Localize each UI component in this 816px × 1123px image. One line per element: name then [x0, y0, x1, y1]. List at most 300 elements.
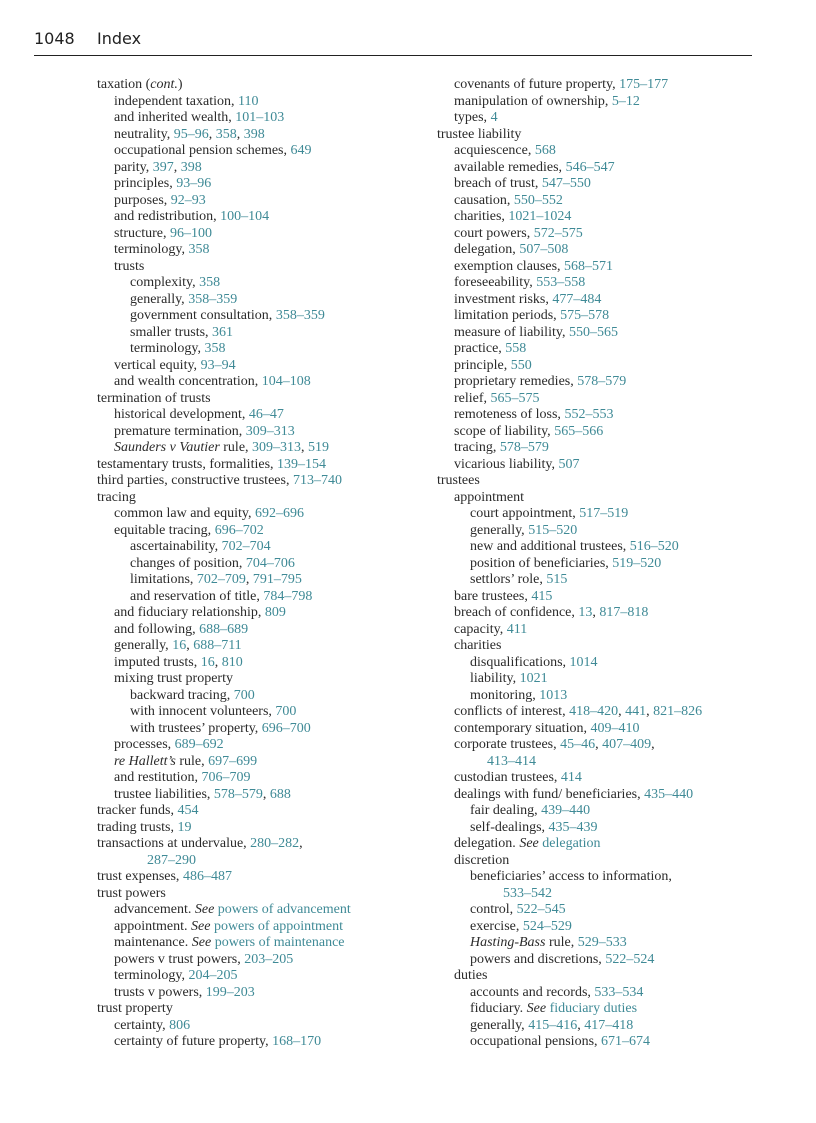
page-reference-link[interactable]: 358: [188, 242, 210, 257]
entry-text: certainty,: [114, 1017, 170, 1033]
index-column-right: [437, 77, 767, 1051]
page-reference-link[interactable]: 578–579: [213, 786, 263, 802]
entry-text: exercise,: [470, 918, 523, 934]
page-reference-link[interactable]: powers of appointment: [213, 918, 344, 934]
entry-text: investment risks,: [454, 291, 553, 307]
entry-text: ,: [299, 836, 303, 851]
page-reference-link[interactable]: 139–154: [277, 456, 327, 472]
index-subentry: [437, 374, 767, 391]
entry-text: occupational pensions,: [470, 1034, 602, 1049]
index-subentry: [97, 704, 417, 721]
index-subentry: [437, 919, 767, 936]
index-subentry: [437, 622, 767, 639]
page-reference-link[interactable]: 692–696: [255, 506, 305, 521]
index-subentry: [97, 572, 417, 589]
page-reference-link[interactable]: 696–700: [261, 720, 311, 736]
page-reference-link[interactable]: 791–795: [252, 572, 302, 587]
entry-text: bare trustees,: [454, 588, 532, 604]
entry-text: ,: [262, 786, 270, 802]
page-reference-link[interactable]: 550–565: [568, 324, 618, 340]
index-subentry: [437, 325, 767, 342]
index-subentry: [97, 242, 417, 259]
page-reference-link[interactable]: 358–359: [275, 308, 325, 323]
page-reference-link[interactable]: 649: [290, 143, 312, 158]
entry-text: powers v trust powers,: [114, 951, 245, 967]
page-reference-link[interactable]: 809: [264, 605, 286, 620]
page-reference-link[interactable]: 100–104: [220, 209, 270, 224]
entry-text: and fiduciary relationship,: [114, 605, 265, 620]
entry-text: ,: [245, 572, 253, 587]
entry-text: equitable tracing,: [114, 522, 215, 538]
entry-text: ,: [595, 737, 603, 752]
entry-text: mixing trust property: [114, 671, 233, 686]
entry-text: tracing: [97, 489, 136, 505]
page-reference-link[interactable]: 199–203: [205, 984, 255, 1000]
index-subentry: [97, 94, 417, 111]
index-subentry: [437, 737, 767, 754]
page-reference-link[interactable]: 517–519: [579, 506, 629, 521]
page-reference-link[interactable]: 702–709: [196, 572, 246, 587]
entry-text: generally,: [130, 291, 189, 307]
entry-text: accounts and records,: [470, 984, 595, 1000]
index-subentry: [97, 374, 417, 391]
entry-text: powers and discretions,: [470, 951, 606, 967]
index-subentry: [97, 110, 417, 127]
page-reference-link[interactable]: 515–520: [528, 522, 578, 538]
page-reference-link[interactable]: 810: [221, 654, 243, 670]
page-reference-link[interactable]: 578–579: [499, 440, 549, 455]
page-reference-link[interactable]: 550–552: [513, 192, 563, 208]
index-subentry: [97, 226, 417, 243]
page-reference-link[interactable]: 689–692: [174, 737, 224, 752]
page-reference-link[interactable]: 204–205: [188, 968, 238, 983]
entry-text: trusts: [114, 258, 145, 274]
index-subentry: [437, 143, 767, 160]
page-reference-link[interactable]: 671–674: [601, 1034, 651, 1049]
entry-text: structure,: [114, 225, 170, 241]
page-reference-link[interactable]: 519: [308, 440, 330, 455]
page-reference-link[interactable]: 358–359: [188, 291, 238, 307]
page-reference-link[interactable]: 358: [204, 341, 226, 356]
italic-text: re Hallett’s: [114, 753, 176, 769]
index-subentry: [437, 110, 767, 127]
index-subentry: [97, 655, 417, 672]
entry-text: historical development,: [114, 407, 249, 422]
page-reference-link[interactable]: 439–440: [541, 803, 591, 818]
index-subentry: [437, 226, 767, 243]
entry-text: position of beneficiaries,: [470, 555, 613, 571]
entry-text: common law and equity,: [114, 506, 256, 521]
index-subentry: [437, 259, 767, 276]
page-reference-link[interactable]: 784–798: [263, 588, 313, 604]
page-reference-link[interactable]: 578–579: [577, 374, 627, 389]
page-reference-link[interactable]: 409–410: [590, 720, 640, 736]
index-heading: [97, 803, 417, 820]
index-subentry: [437, 176, 767, 193]
page-reference-link[interactable]: delegation: [542, 836, 601, 851]
page-reference-link[interactable]: 287–290: [147, 852, 196, 868]
index-column-left: [97, 77, 417, 1051]
page-reference-link[interactable]: powers of advancement: [217, 902, 351, 917]
index-subentry: [437, 902, 767, 919]
page-reference-link[interactable]: 435–440: [644, 786, 694, 802]
index-subentry: [437, 193, 767, 210]
page-reference-link[interactable]: 575–578: [560, 308, 610, 323]
index-subentry: [97, 935, 417, 952]
entry-text: acquiescence,: [454, 143, 535, 158]
page-reference-link[interactable]: 168–170: [272, 1034, 322, 1049]
page-reference-link[interactable]: 817–818: [599, 605, 649, 620]
entry-text: occupational pension schemes,: [114, 143, 291, 158]
italic-text: cont.: [150, 77, 178, 92]
page-reference-link[interactable]: 550: [510, 357, 532, 373]
page-reference-link[interactable]: 553–558: [536, 275, 586, 290]
entry-text: discretion: [454, 852, 510, 868]
page-reference-link[interactable]: 435–439: [548, 819, 598, 835]
page-reference-link[interactable]: 441: [625, 704, 647, 719]
entry-text: trust powers: [97, 885, 166, 901]
page-reference-link[interactable]: 546–547: [565, 159, 615, 175]
page-reference-link[interactable]: powers of maintenance: [214, 935, 345, 950]
entry-text: generally,: [470, 1017, 529, 1033]
page-reference-link[interactable]: 358: [199, 275, 221, 290]
page-reference-link[interactable]: 93–94: [200, 357, 236, 373]
page-reference-link[interactable]: 568–571: [564, 258, 614, 274]
page-reference-link[interactable]: 702–704: [221, 539, 271, 554]
page-reference-link[interactable]: 454: [177, 803, 199, 818]
entry-text: corporate trustees,: [454, 737, 561, 752]
index-subentry: [97, 853, 417, 870]
page-reference-link[interactable]: 477–484: [552, 291, 602, 307]
page-reference-link[interactable]: 45–46: [560, 737, 596, 752]
entry-text: conflicts of interest,: [454, 704, 570, 719]
entry-text: parity,: [114, 159, 153, 175]
index-subentry: [97, 985, 417, 1002]
page-reference-link[interactable]: 688: [269, 786, 291, 802]
index-subentry: [437, 985, 767, 1002]
italic-text: See: [519, 836, 539, 851]
index-subentry: [437, 490, 767, 507]
index-subentry: [437, 671, 767, 688]
entry-text: government consultation,: [130, 308, 276, 323]
page-reference-link[interactable]: 407–409: [602, 737, 652, 752]
entry-text: ,: [208, 126, 216, 142]
italic-text: See: [191, 918, 211, 934]
page-reference-link[interactable]: 704–706: [245, 555, 295, 571]
index-heading: [97, 820, 417, 837]
page-reference-link[interactable]: 519–520: [612, 555, 662, 571]
italic-text: See: [191, 935, 212, 950]
entry-text: capacity,: [454, 621, 507, 637]
page-reference-link[interactable]: 706–709: [201, 770, 251, 785]
index-subentry: [437, 704, 767, 721]
page-reference-link[interactable]: 398: [180, 159, 202, 175]
page-reference-link[interactable]: 110: [238, 93, 259, 109]
index-subentry: [97, 176, 417, 193]
index-subentry: [97, 902, 417, 919]
entry-text: fiduciary.: [470, 1001, 527, 1016]
entry-text: ,: [186, 638, 194, 653]
entry-text: ,: [592, 605, 600, 620]
index-subentry: [437, 358, 767, 375]
entry-text: third parties, constructive trustees,: [97, 473, 293, 488]
page-reference-link[interactable]: 413–414: [487, 753, 536, 769]
entry-text: liability,: [470, 671, 520, 686]
page-reference-link[interactable]: 415–416: [528, 1017, 578, 1033]
page-reference-link[interactable]: 821–826: [653, 704, 703, 719]
index-subentry: [97, 688, 417, 705]
entry-text: appointment: [454, 489, 524, 505]
entry-text: vertical equity,: [114, 357, 201, 373]
index-subentry: [437, 407, 767, 424]
index-subentry: [97, 539, 417, 556]
entry-text: neutrality,: [114, 126, 174, 142]
entry-text: principles,: [114, 176, 177, 191]
page-reference-link[interactable]: 358: [215, 126, 237, 142]
entry-text: testamentary trusts, formalities,: [97, 456, 278, 472]
page-reference-link[interactable]: 309–313: [245, 423, 295, 439]
page-reference-link[interactable]: 309–313: [252, 440, 302, 455]
entry-text: trusts v powers,: [114, 984, 206, 1000]
entry-text: taxation (: [97, 77, 151, 92]
page-reference-link[interactable]: 697–699: [208, 753, 258, 769]
page-reference-link[interactable]: 1014: [569, 654, 598, 670]
entry-text: generally,: [114, 638, 173, 653]
page-reference-link[interactable]: fiduciary duties: [549, 1001, 638, 1016]
entry-text: custodian trustees,: [454, 770, 561, 785]
entry-text: new and additional trustees,: [470, 539, 630, 554]
entry-text: termination of trusts: [97, 390, 211, 406]
page-reference-link[interactable]: 19: [177, 819, 192, 835]
page-reference-link[interactable]: 46–47: [248, 407, 284, 422]
page-reference-link[interactable]: 280–282: [250, 836, 300, 851]
index-subentry: [97, 506, 417, 523]
entry-text: certainty of future property,: [114, 1034, 273, 1049]
index-heading: [97, 869, 417, 886]
index-subentry: [437, 1018, 767, 1035]
page-header: [34, 29, 752, 56]
entry-text: principle,: [454, 357, 511, 373]
entry-text: ,: [301, 440, 309, 455]
page-reference-link[interactable]: 1021–1024: [508, 209, 572, 224]
index-subentry: [437, 523, 767, 540]
entry-text: charities,: [454, 209, 509, 224]
entry-text: ,: [577, 1017, 585, 1033]
page-reference-link[interactable]: 507: [558, 456, 580, 472]
entry-text: terminology,: [114, 968, 189, 983]
index-subentry: [437, 721, 767, 738]
page-reference-link[interactable]: 4: [490, 110, 498, 125]
index-subentry: [97, 209, 417, 226]
entry-text: generally,: [470, 522, 529, 538]
entry-text: rule,: [219, 440, 253, 455]
page-reference-link[interactable]: 101–103: [235, 110, 285, 125]
entry-text: with trustees’ property,: [130, 720, 262, 736]
index-subentry: [97, 193, 417, 210]
entry-text: and wealth concentration,: [114, 374, 262, 389]
entry-text: control,: [470, 902, 517, 917]
page-reference-link[interactable]: 92–93: [170, 192, 206, 208]
page-reference-link[interactable]: 515: [546, 572, 568, 587]
page-reference-link[interactable]: 696–702: [214, 522, 264, 538]
index-subentry: [97, 671, 417, 688]
page-reference-link[interactable]: 806: [169, 1017, 191, 1033]
index-subentry: [437, 242, 767, 259]
page-reference-link[interactable]: 547–550: [541, 176, 591, 191]
index-subentry: [97, 160, 417, 177]
page-reference-link[interactable]: 1021: [519, 671, 548, 686]
entry-text: exemption clauses,: [454, 258, 565, 274]
page-reference-link[interactable]: 398: [243, 126, 265, 142]
entry-text: available remedies,: [454, 159, 566, 175]
index-subentry: [437, 968, 767, 985]
index-subentry: [437, 935, 767, 952]
page-reference-link[interactable]: 414: [560, 770, 582, 785]
index-heading: [97, 391, 417, 408]
page-reference-link[interactable]: 104–108: [261, 374, 311, 389]
entry-text: ascertainability,: [130, 539, 222, 554]
index-subentry: [97, 292, 417, 309]
entry-text: fair dealing,: [470, 803, 542, 818]
index-heading: [97, 77, 417, 94]
page-reference-link[interactable]: 397: [152, 159, 174, 175]
italic-text: Saunders v Vautier: [114, 440, 220, 455]
entry-text: and redistribution,: [114, 209, 221, 224]
index-subentry: [97, 358, 417, 375]
index-subentry: [97, 721, 417, 738]
page-reference-link[interactable]: 522–545: [516, 902, 566, 917]
page-reference-link[interactable]: 203–205: [244, 951, 294, 967]
page-reference-link[interactable]: 415: [531, 588, 553, 604]
page-reference-link[interactable]: 524–529: [522, 918, 572, 934]
index-subentry: [437, 391, 767, 408]
index-subentry: [97, 589, 417, 606]
page-reference-link[interactable]: 13: [578, 605, 593, 620]
index-subentry: [97, 622, 417, 639]
entry-text: practice,: [454, 341, 506, 356]
entry-text: trustee liability: [437, 126, 522, 142]
index-subentry: [97, 275, 417, 292]
page-reference-link[interactable]: 16: [200, 654, 215, 670]
index-heading: [97, 886, 417, 903]
entry-text: and restitution,: [114, 770, 202, 785]
page-reference-link[interactable]: 5–12: [611, 93, 640, 109]
index-subentry: [437, 77, 767, 94]
page-reference-link[interactable]: 507–508: [519, 242, 569, 257]
entry-text: appointment.: [114, 918, 191, 934]
entry-text: scope of liability,: [454, 423, 555, 439]
entry-text: backward tracing,: [130, 687, 234, 703]
page-reference-link[interactable]: 516–520: [629, 539, 679, 554]
index-subentry: [97, 605, 417, 622]
entry-text: tracing,: [454, 440, 500, 455]
page-reference-link[interactable]: 95–96: [173, 126, 209, 142]
page-reference-link[interactable]: 361: [212, 324, 234, 340]
index-subentry: [437, 820, 767, 837]
index-subentry: [97, 407, 417, 424]
entry-text: and inherited wealth,: [114, 110, 236, 125]
page-reference-link[interactable]: 411: [506, 621, 528, 637]
index-subentry: [437, 457, 767, 474]
page-reference-link[interactable]: 522–524: [605, 951, 655, 967]
entry-text: trading trusts,: [97, 819, 178, 835]
index-subentry: [437, 952, 767, 969]
index-subentry: [437, 853, 767, 870]
index-subentry: [97, 770, 417, 787]
entry-text: terminology,: [130, 341, 205, 356]
page-reference-link[interactable]: 1013: [539, 687, 568, 703]
page-reference-link[interactable]: 700: [233, 687, 255, 703]
page-reference-link[interactable]: 533–542: [503, 885, 552, 901]
entry-text: premature termination,: [114, 423, 246, 439]
page-reference-link[interactable]: 565–566: [554, 423, 604, 439]
entry-text: delegation.: [454, 836, 520, 851]
index-subentry: [97, 440, 417, 457]
index-subentry: [97, 143, 417, 160]
page-reference-link[interactable]: 565–575: [490, 390, 540, 406]
index-subentry: [437, 572, 767, 589]
page-reference-link[interactable]: 552–553: [564, 407, 614, 422]
entry-text: terminology,: [114, 242, 189, 257]
page-reference-link[interactable]: 688–689: [199, 621, 249, 637]
page-reference-link[interactable]: 486–487: [182, 869, 232, 884]
page-reference-link[interactable]: 558: [505, 341, 527, 356]
index-subentry: [97, 325, 417, 342]
index-heading: [97, 1001, 417, 1018]
index-subentry: [97, 638, 417, 655]
entry-text: ,: [214, 654, 222, 670]
page-reference-link[interactable]: 713–740: [292, 473, 342, 488]
index-subentry: [97, 754, 417, 771]
entry-text: ,: [651, 737, 655, 752]
entry-text: processes,: [114, 737, 175, 752]
index-subentry: [97, 127, 417, 144]
page-reference-link[interactable]: 418–420: [569, 704, 619, 719]
entry-text: settlors’ role,: [470, 572, 547, 587]
index-heading: [97, 490, 417, 507]
page-reference-link[interactable]: 175–177: [619, 77, 669, 92]
entry-text: charities: [454, 638, 502, 653]
index-subentry: [437, 275, 767, 292]
page-reference-link[interactable]: 572–575: [533, 225, 583, 241]
page-reference-link[interactable]: 417–418: [584, 1017, 634, 1033]
index-subentry: [437, 292, 767, 309]
entry-text: ): [177, 77, 183, 92]
page-reference-link[interactable]: 568: [534, 143, 556, 158]
index-subentry: [437, 655, 767, 672]
page-reference-link[interactable]: 700: [275, 704, 297, 719]
index-heading: [437, 473, 767, 490]
index-subentry: [437, 605, 767, 622]
entry-text: duties: [454, 968, 488, 983]
index-subentry: [437, 209, 767, 226]
index-subentry: [437, 1034, 767, 1051]
page-reference-link[interactable]: 96–100: [169, 225, 212, 241]
index-subentry: [437, 754, 767, 771]
page-reference-link[interactable]: 93–96: [176, 176, 212, 191]
index-subentry: [437, 556, 767, 573]
entry-text: foreseeability,: [454, 275, 537, 290]
entry-text: and reservation of title,: [130, 588, 264, 604]
page-reference-link[interactable]: 533–534: [594, 984, 644, 1000]
index-subentry: [97, 259, 417, 276]
entry-text: remoteness of loss,: [454, 407, 565, 422]
entry-text: smaller trusts,: [130, 324, 213, 340]
page-reference-link[interactable]: 16: [172, 638, 187, 653]
page-reference-link[interactable]: 529–533: [577, 935, 627, 950]
index-subentry: [97, 424, 417, 441]
page-reference-link[interactable]: 688–711: [193, 638, 242, 653]
